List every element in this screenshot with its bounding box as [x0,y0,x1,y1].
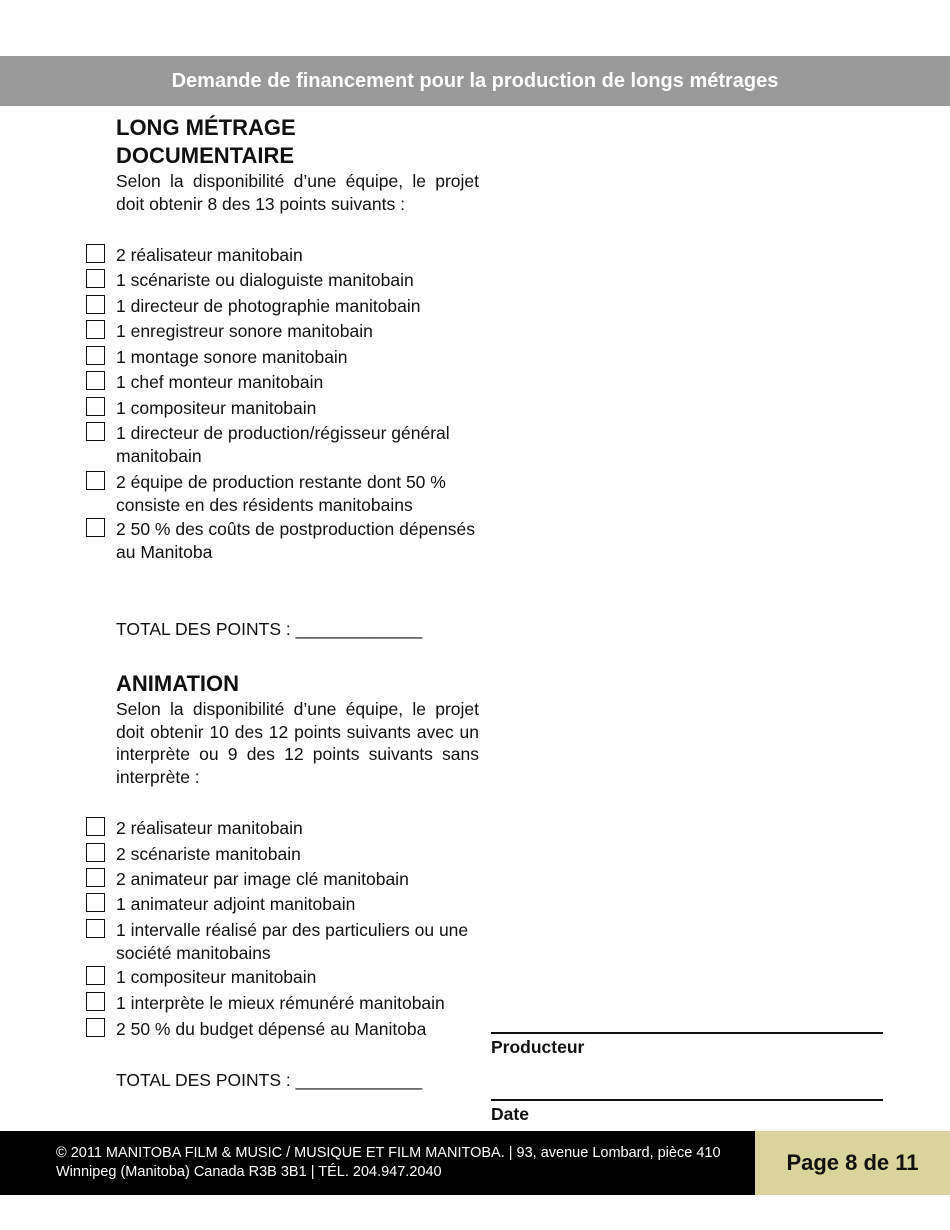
checkbox[interactable] [86,269,105,288]
animation-heading-block [116,670,479,788]
documentary-intro: Selon la disponibilité d’une équipe, le projet doit obtenir 8 des 13 points suivants : [116,171,479,214]
checklist-item [116,992,479,1015]
checklist-item-label: 2 animateur par image clé manitobain [116,869,409,889]
checkbox[interactable] [86,295,105,314]
documentary-title-line2: DOCUMENTAIRE [116,143,295,168]
documentary-heading-block [116,114,479,215]
checklist-item-label: 2 équipe de production restante dont 50 % consiste en des résidents manitobains [116,472,446,515]
checkbox[interactable] [86,966,105,985]
animation-intro: Selon la disponibilité d’une équipe, le projet doit obtenir 10 des 12 points suivants avec un interprète ou 9 des 12 points suivants sans interprète : [116,699,479,787]
checklist-item-label: 1 chef monteur manitobain [116,372,324,392]
checkbox[interactable] [86,346,105,365]
checklist-item-label: 1 montage sonore manitobain [116,347,348,367]
checklist-item [116,868,479,891]
documentary-total-points: TOTAL DES POINTS : _____________ [116,619,423,639]
checkbox[interactable] [86,397,105,416]
checkbox[interactable] [86,244,105,263]
checkbox[interactable] [86,868,105,887]
checkbox[interactable] [86,471,105,490]
checklist-item-label: 1 animateur adjoint manitobain [116,894,356,914]
page-number-box [755,1131,950,1195]
date-label: Date [491,1104,529,1124]
checklist-item [116,269,479,292]
checklist-item [116,346,479,369]
checklist-item-label: 1 enregistreur sonore manitobain [116,321,373,341]
checkbox[interactable] [86,919,105,938]
footer-copyright: © 2011 MANITOBA FILM & MUSIC / MUSIQUE ET FILM MANITOBA. | 93, avenue Lombard, pièce 410 Winnipeg (Manitoba) Canada R3B 3B1 | TÉL. 204.947.2040 [56,1145,721,1180]
checklist-item [116,1018,479,1041]
checklist-item-label: 1 directeur de photographie manitobain [116,296,421,316]
checklist-item [116,422,479,467]
producer-label: Producteur [491,1037,585,1057]
animation-title: ANIMATION [116,671,240,696]
checklist-item [116,397,479,420]
checkbox[interactable] [86,320,105,339]
checklist-item-label: 1 compositeur manitobain [116,967,317,987]
checkbox[interactable] [86,518,105,537]
checklist-item-label: 1 directeur de production/régisseur général manitobain [116,423,450,466]
checklist-item-label: 1 interprète le mieux rémunéré manitobain [116,993,445,1013]
checklist-item-label: 2 50 % des coûts de postproduction dépensés au Manitoba [116,519,475,562]
checklist-item [116,919,479,964]
checkbox[interactable] [86,422,105,441]
checklist-item [116,966,479,989]
checkbox[interactable] [86,1018,105,1037]
checklist-item [116,320,479,343]
checklist-item-label: 2 scénariste manitobain [116,844,301,864]
checkbox[interactable] [86,817,105,836]
checklist-item [116,295,479,318]
checklist-item-label: 2 50 % du budget dépensé au Manitoba [116,1019,427,1039]
checklist-item [116,843,479,866]
header-title: Demande de financement pour la production de longs métrages [171,69,779,92]
checklist-item [116,518,479,563]
checklist-item-label: 2 réalisateur manitobain [116,818,303,838]
checklist-item [116,471,479,516]
checklist-item-label: 1 intervalle réalisé par des particuliers ou une société manitobains [116,920,469,963]
checklist-item [116,893,479,916]
checklist-item-label: 1 scénariste ou dialoguiste manitobain [116,270,414,290]
animation-total-points: TOTAL DES POINTS : _____________ [116,1070,423,1090]
checklist-item-label: 1 compositeur manitobain [116,398,317,418]
checkbox[interactable] [86,992,105,1011]
checklist-item [116,817,479,840]
checklist-item [116,244,479,267]
checkbox[interactable] [86,371,105,390]
document-header [0,56,950,106]
checkbox[interactable] [86,843,105,862]
checklist-item [116,371,479,394]
checklist-item-label: 2 réalisateur manitobain [116,245,303,265]
producer-signature-line[interactable] [491,1032,883,1034]
page-number: Page 8 de 11 [786,1150,919,1175]
documentary-title-line1: LONG MÉTRAGE [116,115,296,140]
page-footer [0,1131,950,1195]
date-signature-line[interactable] [491,1099,883,1101]
checkbox[interactable] [86,893,105,912]
